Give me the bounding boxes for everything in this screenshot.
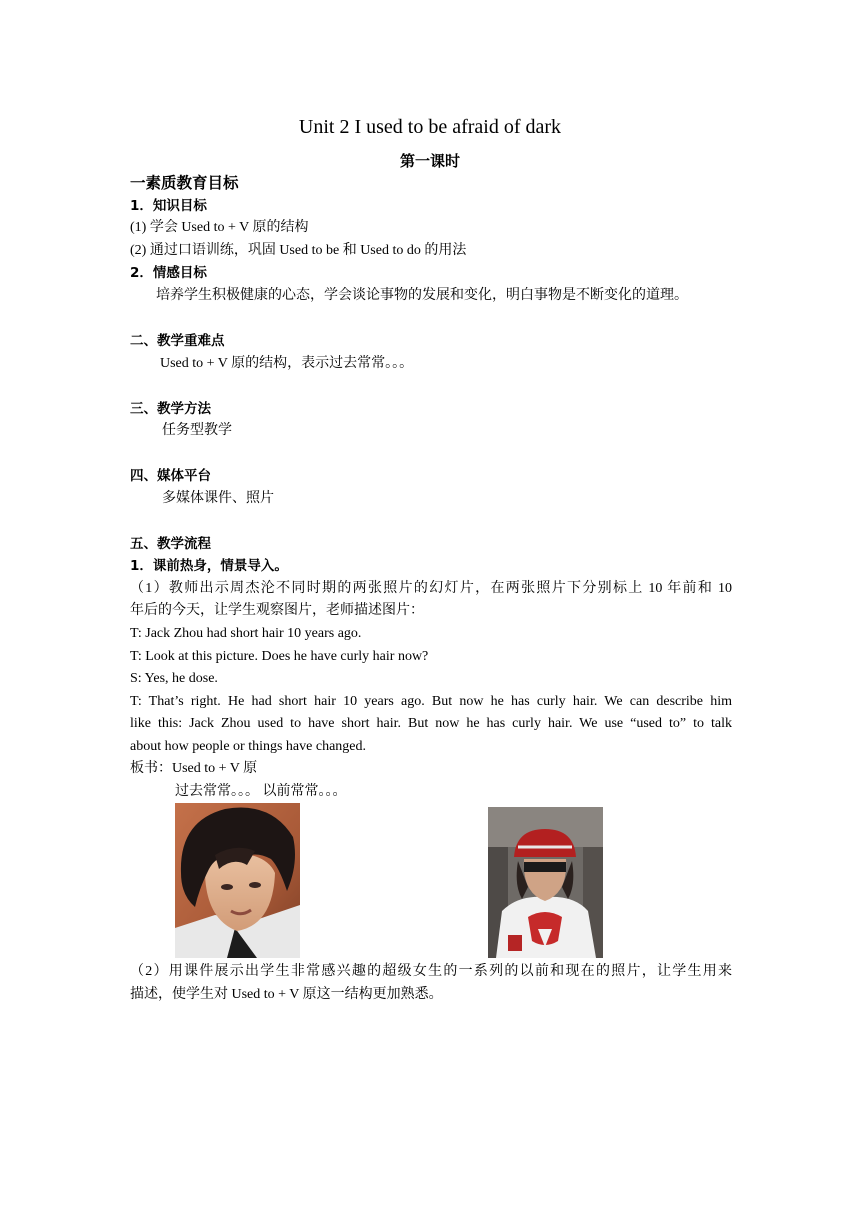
section-5-step-1-heading: 1．课前热身，情景导入。	[130, 558, 288, 574]
section-1-item-1-line-2: (2) 通过口语训练，巩固 Used to be 和 Used to do 的用法	[130, 243, 467, 258]
section-5-paragraph-2-line-1: （2）用课件展示出学生非常感兴趣的超级女生的一系列的以前和现在的照片，让学生用来	[130, 964, 732, 979]
document-title: Unit 2 I used to be afraid of dark	[298, 116, 562, 138]
section-1-item-1-heading: 1．知识目标	[130, 198, 207, 214]
blackboard-line-2: 过去常常。。。 以前常常。。。	[175, 784, 347, 799]
dialog-line-1: T: Jack Zhou had short hair 10 years ago.	[130, 626, 362, 641]
section-1-item-2-text: 培养学生积极健康的心态，学会谈论事物的发展和变化，明白事物是不断变化的道理。	[156, 288, 688, 303]
section-2-text: Used to + V 原的结构，表示过去常常。。。	[160, 356, 414, 371]
section-3-heading: 三、教学方法	[130, 401, 211, 417]
dialog-line-4c: about how people or things have changed.	[130, 739, 366, 754]
section-5-paragraph-1-line-2: 年后的今天，让学生观察图片，老师描述图片：	[130, 603, 424, 618]
dialog-line-2: T: Look at this picture. Does he have curly hair now?	[130, 649, 429, 664]
photo-before	[175, 803, 300, 958]
blackboard-line-1: 板书：Used to + V 原	[130, 761, 258, 776]
section-2-heading: 二、教学重难点	[130, 333, 225, 349]
section-1-item-2-heading: 2．情感目标	[130, 265, 207, 281]
photo-after	[488, 807, 603, 958]
section-1-item-1-line-1: (1) 学会 Used to + V 原的结构	[130, 220, 309, 235]
section-1-heading: 一素质教育目标	[130, 174, 239, 192]
section-4-text: 多媒体课件、照片	[162, 491, 274, 506]
section-4-heading: 四、媒体平台	[130, 468, 211, 484]
section-5-paragraph-2-line-2: 描述，使学生对 Used to + V 原这一结构更加熟悉。	[130, 987, 443, 1002]
lesson-subtitle: 第一课时	[399, 152, 460, 170]
dialog-line-4a: T: That’s right. He had short hair 10 years ago. But now he has curly hair. We can describe him	[130, 694, 732, 709]
dialog-line-4b: like this: Jack Zhou used to have short hair. But now he has curly hair. We use “used to” to talk	[130, 716, 732, 731]
section-5-heading: 五、教学流程	[130, 536, 211, 552]
section-5-paragraph-1-line-1: （1）教师出示周杰沦不同时期的两张照片的幻灯片，在两张照片下分别标上 10 年前和 10	[130, 581, 732, 596]
section-3-text: 任务型教学	[162, 423, 232, 438]
dialog-line-3: S: Yes, he dose.	[130, 671, 218, 686]
